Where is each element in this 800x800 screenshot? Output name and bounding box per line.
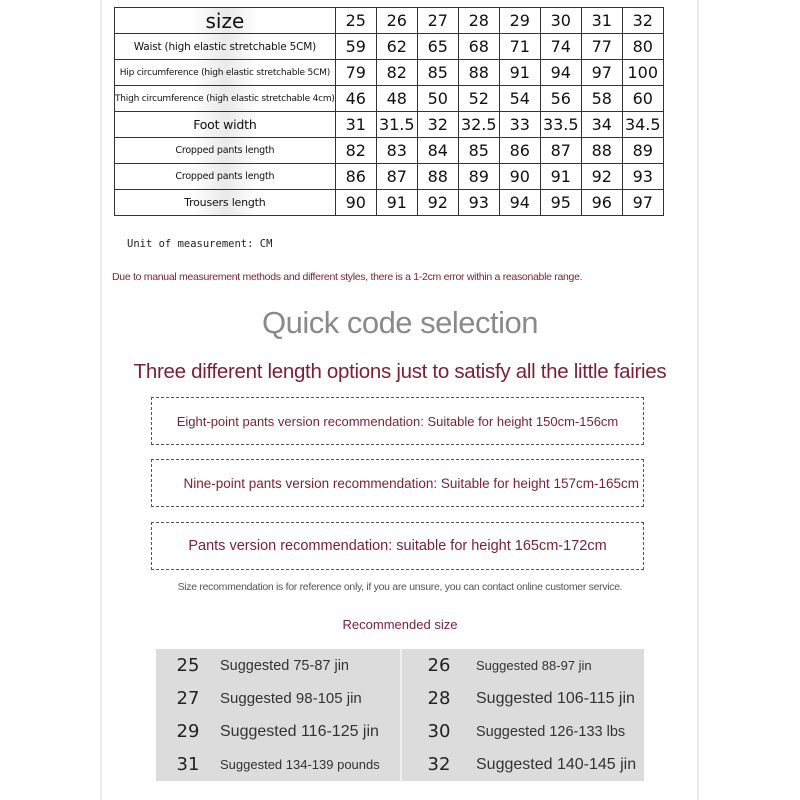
row-label: Waist (high elastic stretchable 5CM) [115, 34, 336, 60]
table-cell: 48 [376, 86, 417, 112]
table-cell: 30 [540, 8, 581, 34]
suggestion-size: 25 [176, 655, 200, 676]
suggestion-size: 27 [176, 688, 200, 709]
row-label: Foot width [115, 112, 336, 138]
suggestion-text: Suggested 75-87 jin [220, 657, 349, 674]
table-row [115, 190, 664, 216]
size-chart-table [114, 7, 664, 216]
recommendation-box [151, 459, 644, 507]
reference-note: Size recommendation is for reference only, if you are unsure, you can contact online customer service. [177, 581, 623, 593]
table-row [115, 34, 664, 60]
suggestion-text: Suggested 106-115 jin [476, 689, 635, 707]
suggestion-item [156, 682, 400, 715]
table-row [115, 112, 664, 138]
suggestion-text: Suggested 88-97 jin [476, 658, 592, 673]
table-cell: 71 [499, 34, 540, 60]
table-cell: 34 [581, 112, 622, 138]
table-cell: 82 [335, 138, 376, 164]
row-label: size [115, 8, 336, 34]
table-cell: 80 [622, 34, 663, 60]
table-cell: 93 [622, 164, 663, 190]
table-cell: 33.5 [540, 112, 581, 138]
table-cell: 74 [540, 34, 581, 60]
table-cell: 77 [581, 34, 622, 60]
table-cell: 87 [376, 164, 417, 190]
table-cell: 84 [417, 138, 458, 164]
size-suggestion-grid [156, 649, 644, 781]
recommendation-box [151, 522, 644, 570]
table-cell: 59 [335, 34, 376, 60]
table-cell: 90 [499, 164, 540, 190]
suggestion-size: 31 [176, 754, 200, 775]
suggestion-size: 28 [427, 688, 451, 709]
table-cell: 83 [376, 138, 417, 164]
table-cell: 82 [376, 60, 417, 86]
table-cell: 91 [376, 190, 417, 216]
recommendation-box [151, 397, 644, 445]
table-row [115, 138, 664, 164]
suggestion-item [156, 649, 400, 682]
table-cell: 96 [581, 190, 622, 216]
table-cell: 88 [581, 138, 622, 164]
row-label: Hip circumference (high elastic stretchable 5CM) [115, 60, 336, 86]
page-edge-left [100, 0, 102, 800]
table-cell: 31 [335, 112, 376, 138]
table-cell: 26 [376, 8, 417, 34]
table-cell: 50 [417, 86, 458, 112]
table-cell: 60 [622, 86, 663, 112]
suggestion-item [400, 649, 644, 682]
table-cell: 58 [581, 86, 622, 112]
suggestion-size: 30 [427, 721, 451, 742]
suggestion-item [400, 715, 644, 748]
suggestion-text: Suggested 98-105 jin [220, 690, 362, 707]
unit-note: Unit of measurement: CM [127, 238, 273, 250]
table-cell: 31.5 [376, 112, 417, 138]
table-cell: 33 [499, 112, 540, 138]
recommended-size-title: Recommended size [342, 617, 458, 632]
suggestion-text: Suggested 126-133 lbs [476, 723, 626, 740]
table-row [115, 60, 664, 86]
suggestion-item [400, 682, 644, 715]
table-cell: 27 [417, 8, 458, 34]
table-cell: 90 [335, 190, 376, 216]
section-title: Quick code selection [261, 305, 539, 340]
table-row [115, 86, 664, 112]
table-cell: 28 [458, 8, 499, 34]
recommendation-text: Pants version recommendation: suitable for height 165cm-172cm [188, 538, 607, 554]
table-cell: 93 [458, 190, 499, 216]
recommendation-text: Eight-point pants version recommendation: Suitable for height 150cm-156cm [176, 413, 619, 429]
table-cell: 86 [499, 138, 540, 164]
table-cell: 91 [499, 60, 540, 86]
row-label: Trousers length [115, 190, 336, 216]
table-cell: 56 [540, 86, 581, 112]
suggestion-item [156, 715, 400, 748]
table-cell: 25 [335, 8, 376, 34]
row-label: Cropped pants length [115, 138, 336, 164]
table-cell: 94 [499, 190, 540, 216]
suggestion-item [400, 748, 644, 781]
table-cell: 34.5 [622, 112, 663, 138]
table-cell: 68 [458, 34, 499, 60]
suggestion-item [156, 748, 400, 781]
table-cell: 89 [622, 138, 663, 164]
table-cell: 86 [335, 164, 376, 190]
table-cell: 92 [581, 164, 622, 190]
page-edge-right [697, 0, 699, 800]
table-cell: 85 [458, 138, 499, 164]
row-label: Cropped pants length [115, 164, 336, 190]
table-cell: 32.5 [458, 112, 499, 138]
table-cell: 87 [540, 138, 581, 164]
suggestion-size: 29 [176, 721, 200, 742]
suggestion-text: Suggested 140-145 jin [476, 755, 637, 773]
table-cell: 88 [458, 60, 499, 86]
table-cell: 52 [458, 86, 499, 112]
suggestion-size: 32 [427, 754, 451, 775]
table-cell: 46 [335, 86, 376, 112]
table-cell: 32 [622, 8, 663, 34]
table-cell: 97 [622, 190, 663, 216]
table-cell: 94 [540, 60, 581, 86]
error-note: Due to manual measurement methods and different styles, there is a 1-2cm error within a reasonable range. [112, 271, 583, 283]
suggestion-text: Suggested 116-125 jin [220, 722, 379, 740]
table-cell: 31 [581, 8, 622, 34]
table-cell: 32 [417, 112, 458, 138]
table-cell: 54 [499, 86, 540, 112]
table-cell: 89 [458, 164, 499, 190]
table-row [115, 164, 664, 190]
table-header-row [115, 8, 664, 34]
table-cell: 29 [499, 8, 540, 34]
recommendation-text: Nine-point pants version recommendation: Suitable for height 157cm-165cm [183, 475, 639, 491]
table-cell: 91 [540, 164, 581, 190]
table-cell: 88 [417, 164, 458, 190]
table-cell: 62 [376, 34, 417, 60]
row-label: Thigh circumference (high elastic stretchable 4cm) [115, 86, 336, 112]
table-cell: 79 [335, 60, 376, 86]
table-cell: 97 [581, 60, 622, 86]
subtitle: Three different length options just to satisfy all the little fairies [133, 360, 667, 383]
table-cell: 95 [540, 190, 581, 216]
table-cell: 92 [417, 190, 458, 216]
table-cell: 100 [622, 60, 663, 86]
table-cell: 85 [417, 60, 458, 86]
table-cell: 65 [417, 34, 458, 60]
suggestion-text: Suggested 134-139 pounds [220, 757, 380, 772]
suggestion-size: 26 [427, 655, 451, 676]
